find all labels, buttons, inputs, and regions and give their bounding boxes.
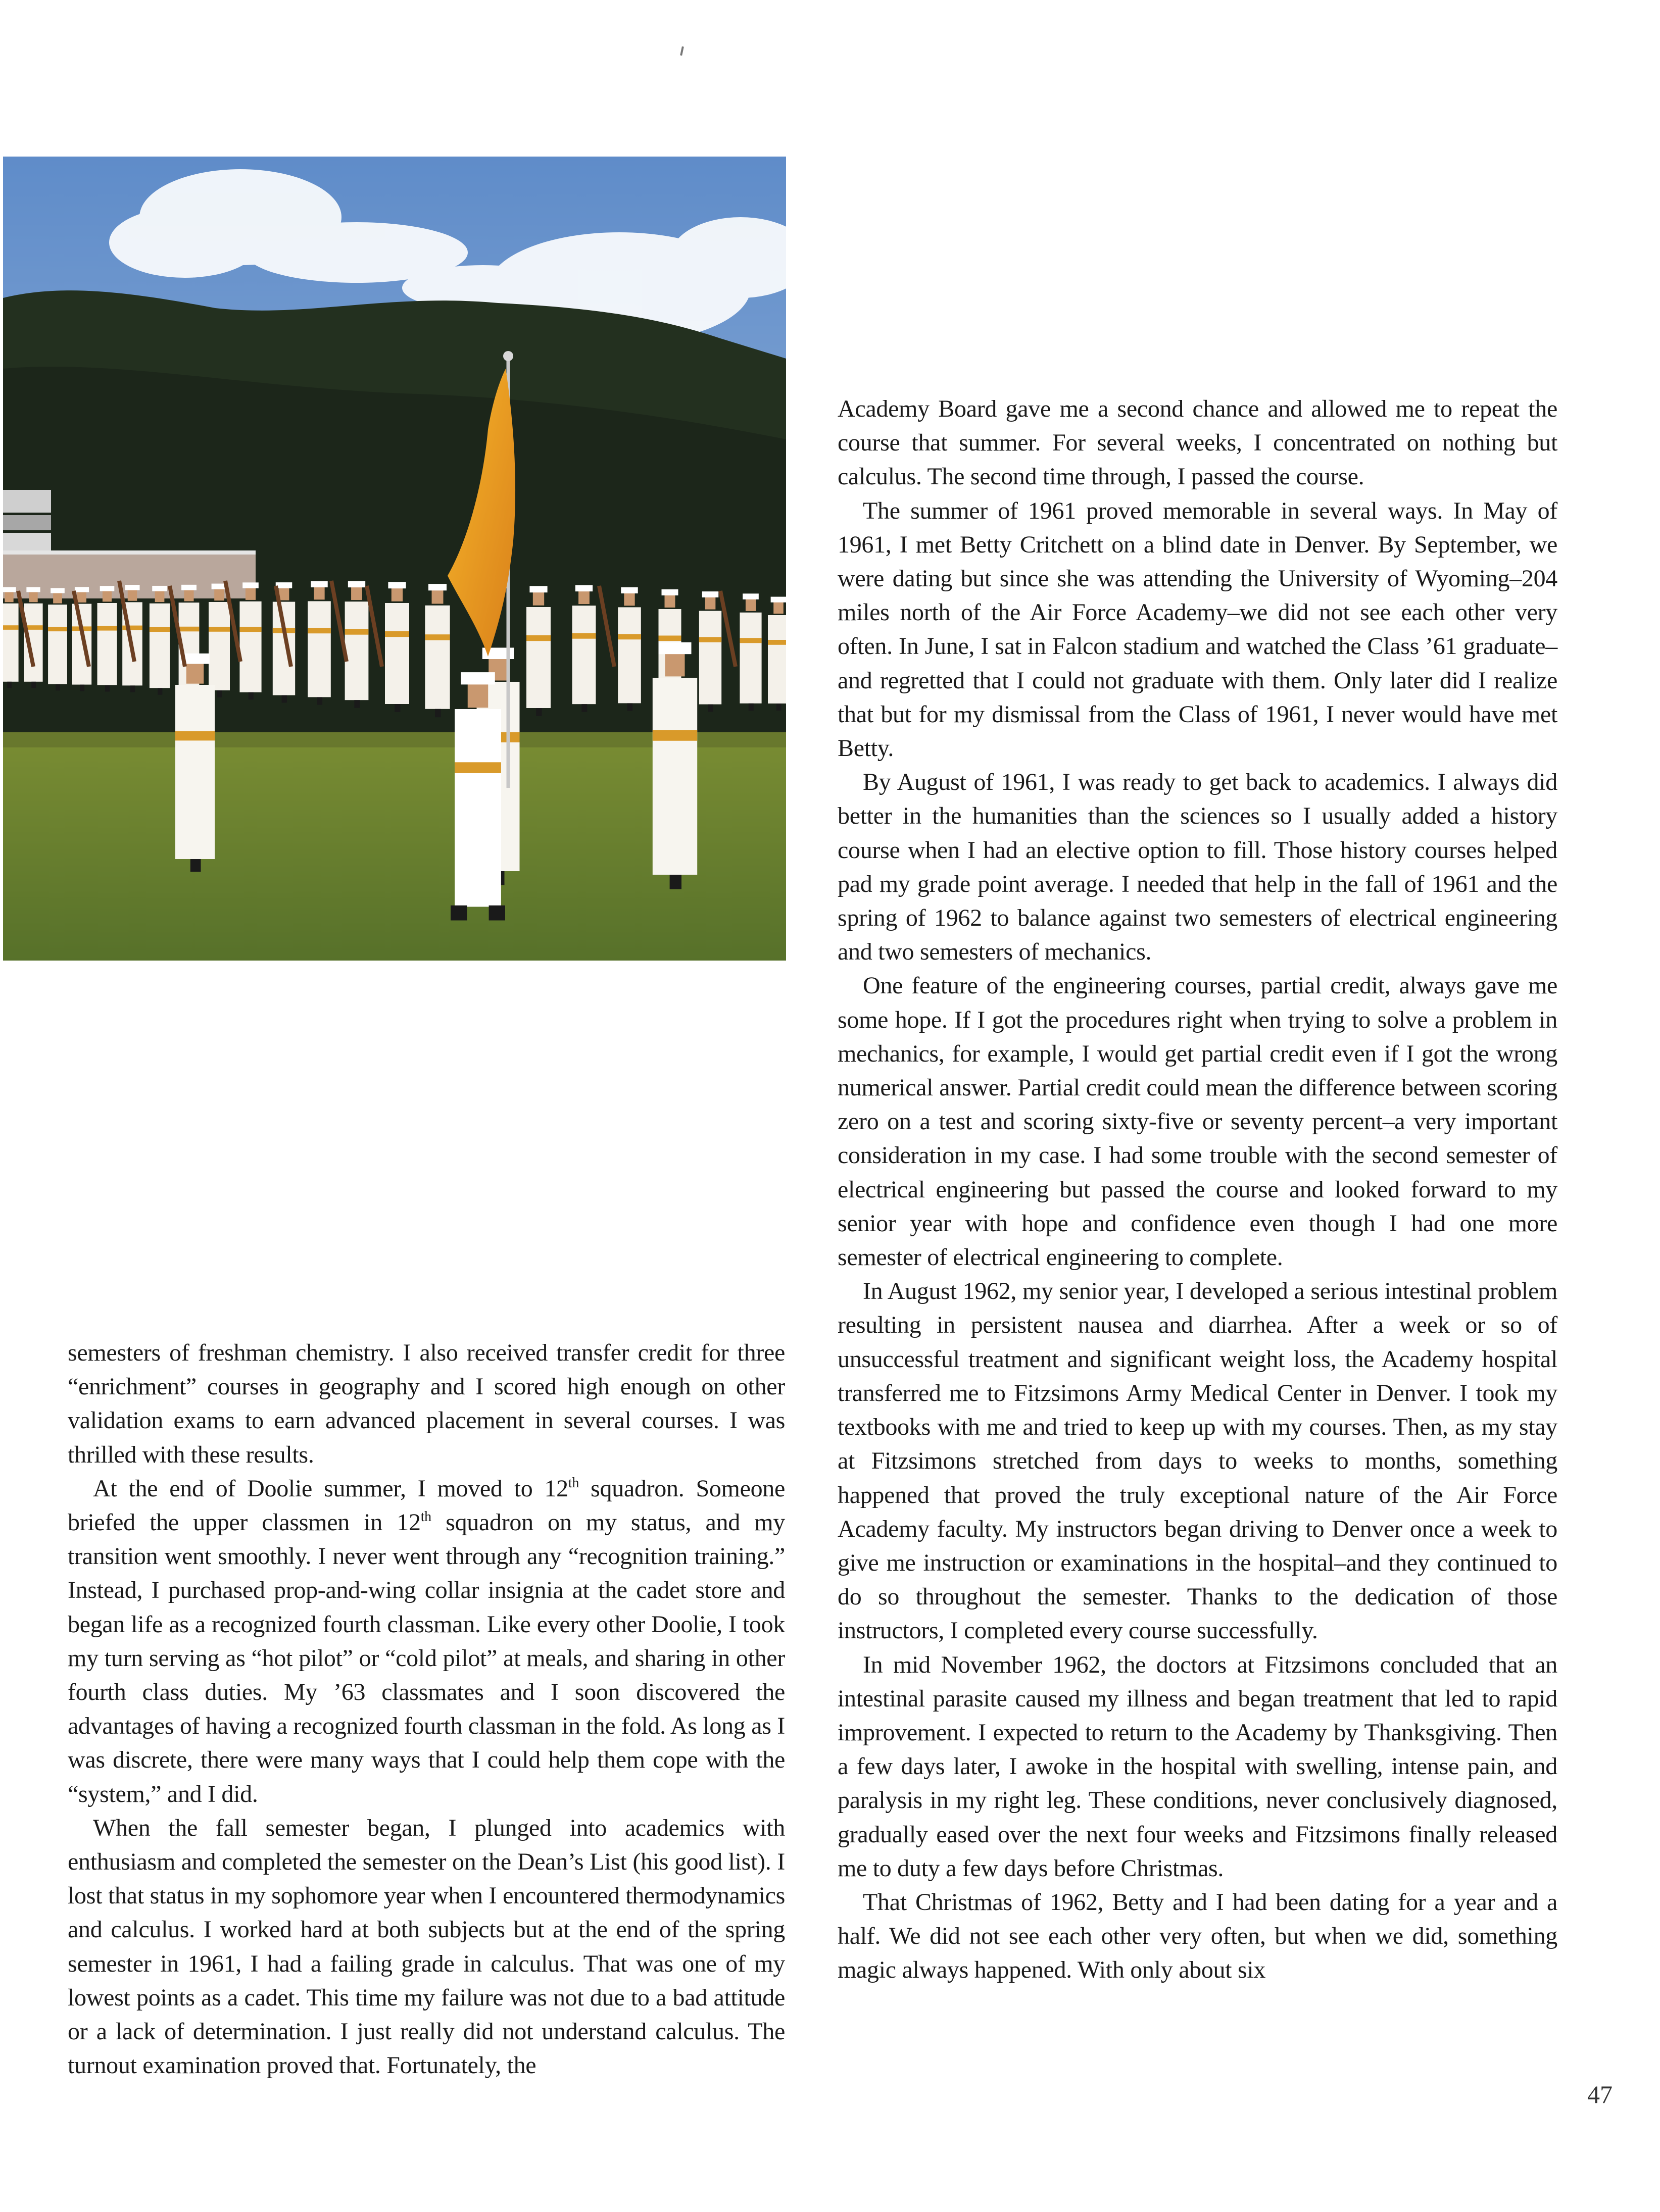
paragraph-text: squadron. Someone briefed the upper classmen in 12 <box>68 1475 785 1536</box>
right-text-column <box>838 392 1557 1987</box>
paragraph: When the fall semester began, I plunged into academics with enthusiasm and completed the semester on the Dean’s List (his good list). I lost that status in my sophomore year when I encountered thermodynamics and calculus. I worked hard at both subjects but at the end of the spring semester in 1961, I had a failing grade in calculus. That was one of my lowest points as a cadet. This time my failure was not due to a bad attitude or a lack of determination. I just really did not understand calculus. The turnout examination proved that. Fortunately, the <box>68 1814 785 2079</box>
paragraph-text: At the end of Doolie summer, I moved to 12 <box>93 1475 568 1502</box>
paragraph: The summer of 1961 proved memorable in several ways. In May of 1961, I met Betty Critchett on a blind date in Denver. By September, we were dating but since she was attending the University of Wyoming–204 miles north of the Air Force Academy–we did not see each other very often. In June, I sat in Falcon stadium and watched the Class ’61 graduate–and regretted that I could not graduate with them. Only later did I realize that but for my dismissal from the Class of 1961, I never would have met Betty. <box>838 497 1557 762</box>
paragraph-text: squadron on my status, and my transition went smoothly. I never went through any “recognition training.” Instead, I purchased prop-and-wing collar insignia at the cadet store and began life as a recognized fourth classman. Like every other Doolie, I took my turn serving as “hot pilot” or “cold pilot” at meals, and sharing in other fourth class duties. My ’63 classmates and I soon discovered the advantages of having a recognized fourth classman in the fold. As long as I was discrete, there were many ways that I could help them cope with the “system,” and I did. <box>68 1509 785 1807</box>
paragraph: One feature of the engineering courses, partial credit, always gave me some hope. If I got the procedures right when trying to solve a problem in mechanics, for example, I would get partial credit even if I got the wrong numerical answer. Partial credit could mean the difference between scoring zero on a test and scoring sixty-five or seventy percent–a very important consideration in my case. I had some trouble with the second semester of electrical engineering but passed the course and looked forward to my senior year with hope and confidence even though I had one more semester of electrical engineering to complete. <box>838 972 1557 1271</box>
ordinal-suffix: th <box>568 1475 579 1491</box>
left-text-column <box>68 1336 785 2082</box>
paragraph: By August of 1961, I was ready to get back to academics. I always did better in the humanities than the sciences so I usually added a history course when I had an elective option to fill. Those history courses helped pad my grade point average. I needed that help in the fall of 1961 and the spring of 1962 to balance against two semesters of electrical engineering and two semesters of mechanics. <box>838 769 1557 966</box>
paragraph <box>68 1472 785 1811</box>
scan-mark <box>680 46 684 56</box>
parade-photo <box>3 157 786 961</box>
page-number: 47 <box>1587 2080 1613 2108</box>
paragraph: semesters of freshman chemistry. I also received transfer credit for three “enrichment” courses in geography and I scored high enough on other validation exams to earn advanced placement in several courses. I was thrilled with these results. <box>68 1339 785 1468</box>
paragraph: In August 1962, my senior year, I developed a serious intestinal problem resulting in persistent nausea and diarrhea. After a week or so of unsuccessful treatment and significant weight loss, the Academy hospital transferred me to Fitzsimons Army Medical Center in Denver. I took my textbooks with me and tried to keep up with my courses. Then, as my stay at Fitzsimons stretched from days to weeks to months, something happened that proved the truly exceptional nature of the Air Force Academy faculty. My instructors began driving to Denver once a week to give me instruction or examinations in the hospital–and they continued to do so throughout the semester. Thanks to the dedication of those instructors, I completed every course successfully. <box>838 1278 1557 1644</box>
paragraph: In mid November 1962, the doctors at Fitzsimons concluded that an intestinal parasite caused my illness and began treatment that led to rapid improvement. I expected to return to the Academy by Thanksgiving. Then a few days later, I awoke in the hospital with swelling, intense pain, and paralysis in my right leg. These conditions, never conclusively diagnosed, gradually eased over the next four weeks and Fitzsimons finally released me to duty a few days before Christmas. <box>838 1651 1557 1882</box>
paragraph: That Christmas of 1962, Betty and I had been dating for a year and a half. We did not see each other very often, but when we did, something magic always happened. With only about six <box>838 1888 1557 1984</box>
paragraph: Academy Board gave me a second chance and allowed me to repeat the course that summer. For several weeks, I concentrated on nothing but calculus. The second time through, I passed the course. <box>838 395 1557 490</box>
ordinal-suffix: th <box>420 1509 431 1525</box>
flag-bearer <box>451 672 505 920</box>
parade-photo-illustration <box>3 157 786 961</box>
